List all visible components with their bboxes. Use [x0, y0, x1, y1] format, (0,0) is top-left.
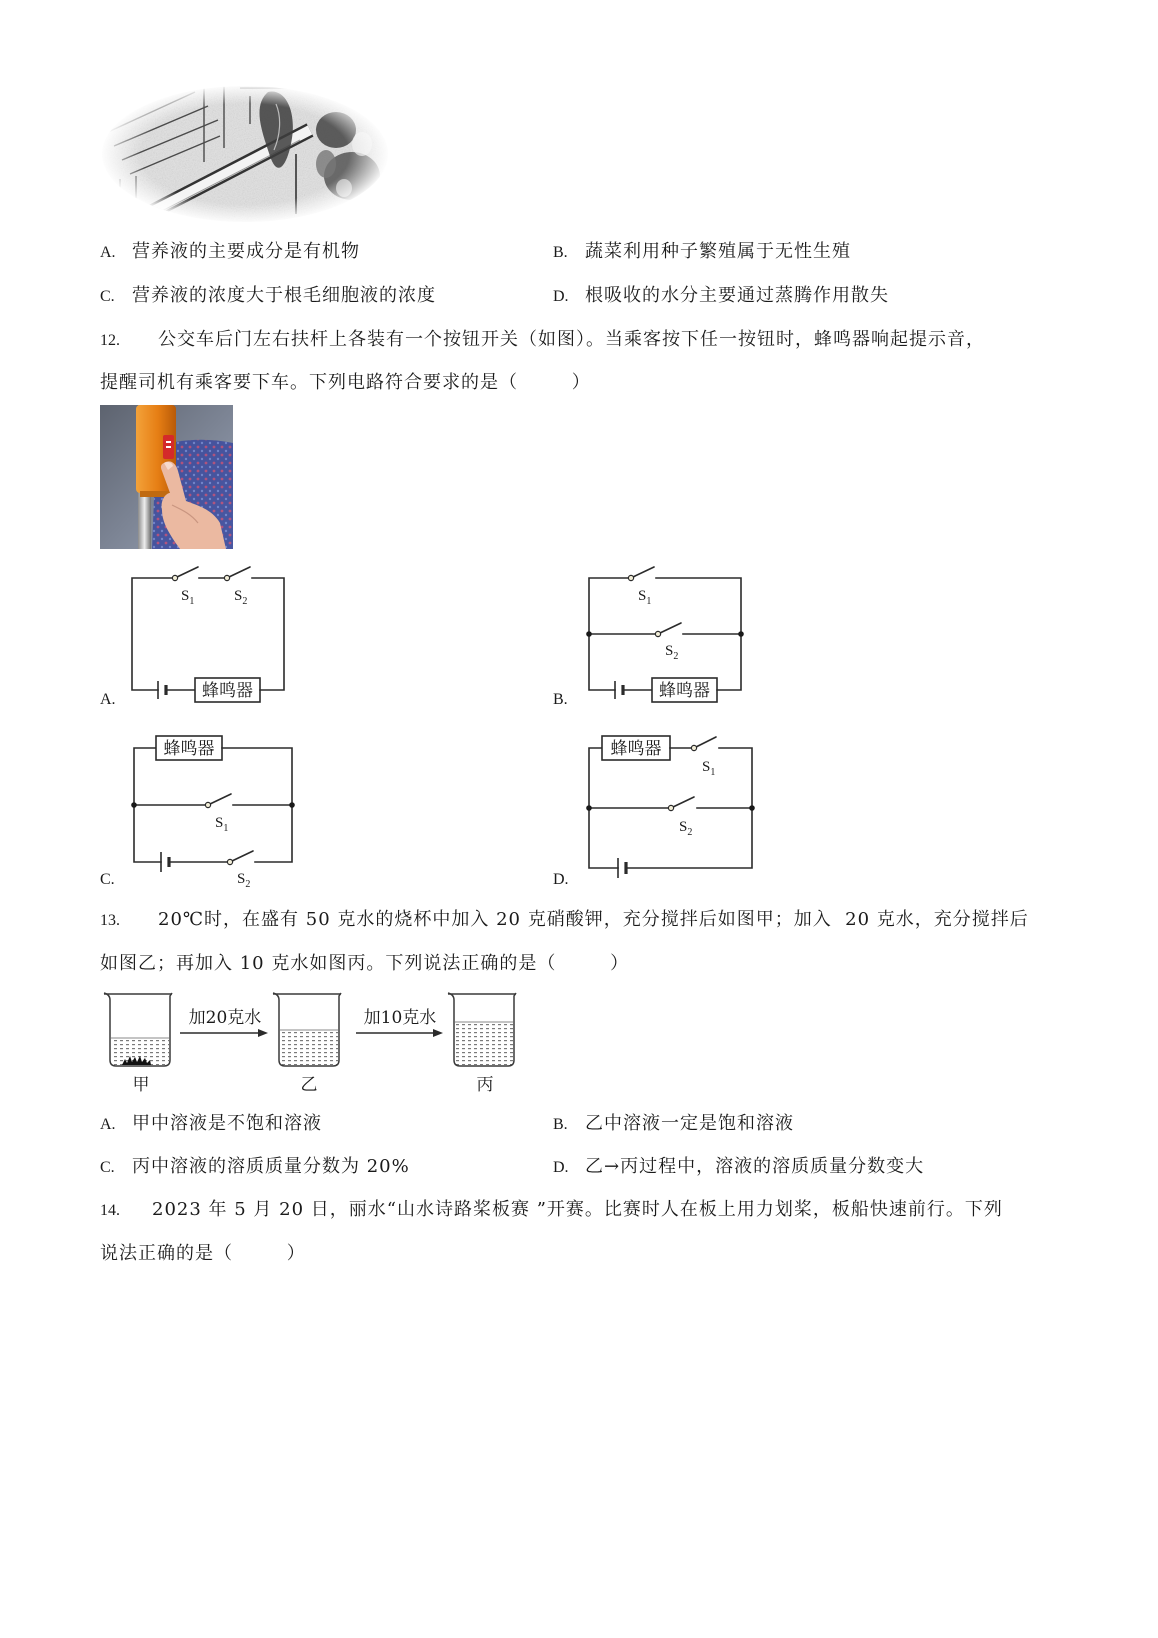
switch-s2 [227, 851, 253, 865]
junction-dot [749, 805, 755, 811]
switch-s1 [628, 567, 654, 581]
buzzer [652, 678, 717, 702]
battery [618, 858, 626, 878]
option-label: C. [100, 1159, 115, 1176]
junction-dot [289, 802, 295, 808]
option-label: C. [100, 288, 115, 305]
circuit-d-label: D. [553, 871, 569, 888]
option-text: 乙中溶液一定是饱和溶液 [585, 1113, 794, 1134]
option-text: 甲中溶液是不饱和溶液 [132, 1113, 322, 1134]
question-text: 提醒司机有乘客要下车。下列电路符合要求的是（ ） [100, 372, 591, 393]
beaker-yi [273, 993, 341, 1066]
switch-s1-label: $S_1$ [702, 759, 716, 778]
option-label: A. [100, 1116, 116, 1133]
arrow-step-1 [180, 1008, 268, 1037]
option-text: 根吸收的水分主要通过蒸腾作用散失 [585, 285, 889, 306]
arrow-step-2 [356, 1008, 443, 1037]
switch-s2 [224, 567, 250, 581]
switch-s1 [172, 567, 198, 581]
option-text: 蔬菜利用种子繁殖属于无性生殖 [585, 241, 851, 262]
junction-dot [586, 805, 592, 811]
switch-s1-label: $S_1$ [181, 588, 195, 607]
switch-s2 [655, 623, 681, 637]
junction-dot [131, 802, 137, 808]
beaker-label-jia: 甲 [132, 1075, 150, 1095]
circuit-c-label: C. [100, 871, 115, 888]
circuit-b-label: B. [553, 691, 568, 708]
option-label: B. [553, 244, 568, 261]
switch-s1 [205, 794, 231, 808]
buzzer [156, 736, 222, 760]
option-label: B. [553, 1116, 568, 1133]
switch-s2 [668, 797, 694, 811]
circuit-b [578, 555, 758, 710]
option-text: 营养液的主要成分是有机物 [132, 241, 360, 262]
buzzer-label: 蜂鸣器 [163, 739, 215, 759]
q11-option-a [100, 240, 360, 265]
bus-button-photo [100, 405, 233, 549]
beaker-diagram [100, 985, 525, 1097]
q13-option-a [100, 1112, 322, 1137]
buzzer-label: 蜂鸣器 [659, 681, 710, 701]
option-text: 乙→丙过程中，溶液的溶质质量分数变大 [585, 1156, 925, 1177]
buzzer [602, 736, 670, 760]
circuit-a-label: A. [100, 691, 116, 708]
battery [615, 681, 623, 699]
step-label: 加20克水 [188, 1008, 262, 1028]
switch-s2-label: $S_2$ [234, 588, 248, 607]
circuit-a [120, 555, 300, 710]
switch-s2-label: $S_2$ [665, 643, 679, 662]
q11-option-d [553, 284, 889, 309]
question-text: 如图乙；再加入 10 克水如图丙。下列说法正确的是（ ） [100, 953, 630, 974]
option-text: 营养液的浓度大于根毛细胞液的浓度 [132, 285, 436, 306]
option-label: D. [553, 288, 569, 305]
buzzer-label: 蜂鸣器 [202, 681, 253, 701]
q13-stem-line1 [100, 908, 1029, 933]
q14-stem-line1 [100, 1198, 1003, 1223]
option-text: 丙中溶液的溶质质量分数为 20% [132, 1156, 410, 1177]
q13-option-b [553, 1112, 794, 1137]
circuit-c [120, 728, 305, 893]
q13-option-d [553, 1155, 924, 1180]
switch-s2-label: $S_2$ [237, 871, 251, 890]
beaker-jia [104, 993, 172, 1066]
beaker-label-bing: 丙 [476, 1075, 494, 1095]
junction-dot [738, 631, 744, 637]
step-label: 加10克水 [363, 1008, 437, 1028]
question-text: 公交车后门左右扶杆上各装有一个按钮开关（如图）。当乘客按下任一按钮时，蜂鸣器响起提示音， [158, 329, 985, 350]
beaker-label-yi: 乙 [300, 1075, 318, 1095]
battery [158, 681, 166, 699]
option-label: A. [100, 244, 116, 261]
q11-option-c [100, 284, 436, 309]
beaker-bing [448, 993, 516, 1066]
hydroponics-photo [100, 84, 390, 224]
switch-s2-label: $S_2$ [679, 819, 693, 838]
q14-stem-line2 [100, 1242, 306, 1266]
battery [161, 852, 169, 872]
q12-stem-line2 [100, 371, 591, 395]
buzzer-label: 蜂鸣器 [610, 739, 662, 759]
switch-s1-label: $S_1$ [638, 588, 652, 607]
question-text: 2023 年 5 月 20 日，丽水“山水诗路桨板赛 ”开赛。比赛时人在板上用力划桨，板船快速前行。下列 [152, 1199, 1003, 1220]
switch-s1 [691, 737, 716, 751]
question-text: 说法正确的是（ ） [100, 1243, 306, 1264]
circuit-d [578, 728, 763, 893]
junction-dot [586, 631, 592, 637]
option-label: D. [553, 1159, 569, 1176]
question-number: 12. [100, 332, 120, 349]
q11-option-b [553, 240, 851, 265]
q13-option-c [100, 1155, 410, 1180]
question-number: 13. [100, 912, 120, 929]
question-text: 20℃时，在盛有 50 克水的烧杯中加入 20 克硝酸钾，充分搅拌后如图甲；加入 20 克水，充分搅拌后 [158, 909, 1029, 930]
question-number: 14. [100, 1202, 120, 1219]
switch-s1-label: $S_1$ [215, 815, 229, 834]
q12-stem-line1 [100, 328, 985, 353]
buzzer [195, 678, 260, 702]
q13-stem-line2 [100, 952, 629, 976]
